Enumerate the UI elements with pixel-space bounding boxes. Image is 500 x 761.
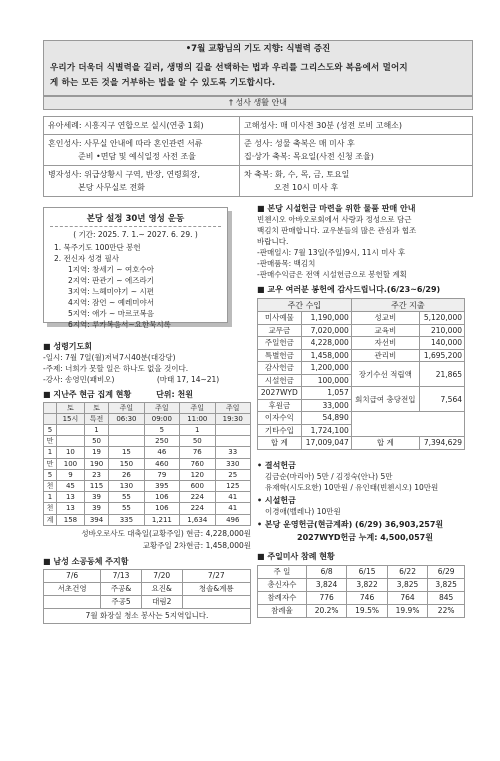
- tally-cell: 150: [109, 458, 144, 469]
- income-label: 주일헌금: [258, 337, 302, 350]
- table-row: [258, 349, 465, 362]
- finance-table: [257, 298, 465, 450]
- income-label: 2027WYD: [258, 387, 302, 400]
- tally-cell: 1: [84, 425, 108, 436]
- campaign-group: 5지역: 애가 ~ 마르코복음: [68, 309, 154, 318]
- infant-baptism: 유아세례: 시흥지구 연합으로 실시(연중 1회): [44, 116, 240, 134]
- tally-cell: 100: [56, 458, 84, 469]
- expense-label: 관리비: [351, 349, 419, 362]
- income-value: 1,724,100: [301, 424, 351, 437]
- offering-tally-title: ■ 지난주 현금 집계 현황: [43, 390, 132, 399]
- income-value: 1,057: [301, 387, 351, 400]
- speaker-name: -강사: 송영민(패비오): [43, 375, 115, 384]
- tally-header-cell: 특전: [84, 414, 108, 425]
- tally-cell: 130: [109, 480, 144, 491]
- car-line-2: 오전 10시 미사 후: [274, 183, 339, 192]
- tally-header-cell: 주일: [215, 403, 251, 414]
- donation-title-4: 2027WYD헌금 누계: 4,500,057원: [297, 532, 433, 542]
- table-row: [44, 480, 251, 491]
- tally-header-cell: 토: [56, 403, 84, 414]
- income-header: 주간 수입: [258, 299, 352, 312]
- prayer-line-1: 우리가 더욱더 식별력을 길러, 생명의 길을 선택하는 법과 우리를 그리스도와 복음에서 멀어지: [50, 63, 408, 73]
- tally-cell: 120: [180, 469, 215, 480]
- empty-cell: [351, 412, 464, 437]
- income-value: 1,200,000: [301, 362, 351, 375]
- tally-cell: 1: [180, 425, 215, 436]
- income-label: 시설헌금: [258, 374, 302, 387]
- cleaning-cell: 요진&: [141, 582, 182, 595]
- offering-tally-unit: 단위: 천원: [156, 390, 193, 399]
- table-row: [258, 604, 465, 617]
- mass-cell: 3,825: [387, 578, 427, 591]
- cleaning-cell: 7/13: [101, 569, 142, 582]
- mass-cell: 참례자수: [258, 591, 307, 604]
- table-row: [258, 387, 465, 400]
- tally-cell: 79: [144, 469, 179, 480]
- tally-cell: 330: [215, 458, 251, 469]
- income-value: 7,020,000: [301, 324, 351, 337]
- income-label: 미사예물: [258, 312, 302, 325]
- confession: 고해성사: 매 미사전 30분 (성전 로비 고해소): [240, 116, 472, 134]
- campaign-item-2: 2. 전신자 성경 필사: [54, 254, 120, 263]
- life-guide-title: † 성사 생활 안내: [43, 96, 473, 110]
- mass-cell: 3,825: [428, 578, 465, 591]
- tally-header-cell: 11:00: [180, 414, 215, 425]
- cleaning-cell: 주공&: [101, 582, 142, 595]
- mass-header-cell: 6/15: [347, 565, 387, 578]
- expense-label: 교육비: [351, 324, 419, 337]
- expense-value: 1,695,200: [419, 349, 464, 362]
- income-label: 이자수익: [258, 412, 302, 425]
- offering-sum-2: 교황주일 2차현금: 1,458,000원: [142, 540, 251, 550]
- tally-cell: 5: [144, 425, 179, 436]
- tally-header-cell: 09:00: [144, 414, 179, 425]
- income-value: 54,890: [301, 412, 351, 425]
- sacrament-grid: [43, 116, 473, 197]
- tally-cell: 46: [144, 447, 179, 458]
- tally-cell: 125: [215, 480, 251, 491]
- tally-cell: [215, 436, 251, 447]
- table-row: [44, 514, 251, 525]
- mass-header-cell: 주 일: [258, 565, 307, 578]
- mass-cell: 19.5%: [347, 604, 387, 617]
- offering-tally-header: [43, 389, 251, 400]
- cleaning-title: ■ 남성 소공동체 주지함: [43, 556, 129, 566]
- tally-cell: 13: [56, 492, 84, 503]
- tally-cell: 50: [84, 436, 108, 447]
- table-row: [258, 578, 465, 591]
- mass-count-title: ■ 주일미사 참례 현황: [257, 551, 335, 561]
- tally-header-cell: 19:30: [215, 414, 251, 425]
- tally-cell: 26: [109, 469, 144, 480]
- income-value: 33,000: [301, 399, 351, 412]
- mass-header-cell: 6/29: [428, 565, 465, 578]
- prayer-line-2: 게 하는 모든 것을 거부하는 법을 알 수 있도록 기도합시다.: [50, 78, 276, 88]
- income-value: 1,190,000: [301, 312, 351, 325]
- campaign-item-1: 1. 묵주기도 100만단 봉헌: [54, 243, 141, 252]
- campaign-box: [43, 207, 228, 329]
- right-column: [257, 201, 473, 618]
- mass-cell: 3,824: [306, 578, 346, 591]
- tally-header-cell: 06:30: [109, 414, 144, 425]
- tally-cell: 158: [56, 514, 84, 525]
- car-blessing: [240, 165, 472, 196]
- tally-cell: 106: [144, 503, 179, 514]
- donation-line-2: 유재학(시도요한) 10만원 / 유인태(빈첸시오) 10만원: [265, 482, 439, 492]
- tally-cell: 55: [109, 492, 144, 503]
- notice-l2: 백김치 판매합니다. 교우분들의 많은 관심과 협조: [257, 226, 417, 235]
- table-row: [258, 591, 465, 604]
- tally-cell: 190: [84, 458, 108, 469]
- expense-label: 성교비: [351, 312, 419, 325]
- table-row: [258, 324, 465, 337]
- tally-cell: 10: [56, 447, 84, 458]
- expense-label: 자선비: [351, 337, 419, 350]
- campaign-group: 6지역: 루카복음서~요한묵시록: [68, 320, 171, 329]
- anointing: [44, 165, 240, 196]
- sacramentals-line-2: 집·상가 축복: 목요일(사전 신청 조율): [244, 152, 374, 161]
- tally-cell: 1,634: [180, 514, 215, 525]
- table-row: [258, 412, 465, 425]
- campaign-group: 2지역: 판관기 ~ 에즈라기: [68, 276, 154, 285]
- tally-cell: 760: [180, 458, 215, 469]
- donation-title-3: • 본당 운영헌금(현금계좌) (6/29) 36,903,257원: [257, 519, 444, 529]
- tally-cell: 335: [109, 514, 144, 525]
- tally-cell: 5: [44, 425, 57, 436]
- sacramentals-line-1: 준 성사: 성물 축복은 매 미사 후: [244, 139, 355, 148]
- mass-header-cell: 6/8: [306, 565, 346, 578]
- tally-header-cell: 15시: [56, 414, 84, 425]
- total-label: 합 계: [258, 437, 302, 450]
- prayer-meeting-speaker: [43, 374, 251, 385]
- tally-cell: 41: [215, 492, 251, 503]
- expense-value: 7,564: [419, 387, 464, 412]
- cleaning-cell: 7/6: [44, 569, 101, 582]
- tally-header-cell: 주일: [180, 403, 215, 414]
- cleaning-cell: [182, 595, 250, 608]
- income-value: 100,000: [301, 374, 351, 387]
- tally-cell: 천: [44, 480, 57, 491]
- prayer-title: •7월 교황님의 기도 지향: 식별력 증진: [43, 40, 473, 58]
- cleaning-cell: [44, 595, 101, 608]
- tally-cell: 19: [84, 447, 108, 458]
- expense-value: 21,865: [419, 362, 464, 387]
- cleaning-cell: 서초건영: [44, 582, 101, 595]
- tally-cell: [109, 436, 144, 447]
- notice-l6: -판매수익금은 전액 시설헌금으로 봉헌할 계획: [257, 270, 407, 279]
- income-label: 교무금: [258, 324, 302, 337]
- mass-count-table: [257, 565, 465, 618]
- expense-value: 140,000: [419, 337, 464, 350]
- income-value: 1,458,000: [301, 349, 351, 362]
- tally-cell: 만: [44, 436, 57, 447]
- expense-label: 회치급여 충당전입: [351, 387, 419, 412]
- speaker-ref: (마태 17, 14~21): [156, 375, 220, 384]
- tally-cell: 496: [215, 514, 251, 525]
- total-row: [258, 437, 465, 450]
- tally-cell: 만: [44, 458, 57, 469]
- table-row: [258, 337, 465, 350]
- campaign-group: 3지역: 느헤미야기 ~ 시편: [68, 287, 154, 296]
- mass-cell: 3,822: [347, 578, 387, 591]
- marriage-line-2: 준비 •면담 및 예식일정 사전 조율: [78, 152, 196, 161]
- tally-cell: 33: [215, 447, 251, 458]
- table-row: [44, 436, 251, 447]
- prayer-body: [43, 58, 473, 96]
- total-expense: 7,394,629: [419, 437, 464, 450]
- tally-cell: 55: [109, 503, 144, 514]
- tally-cell: 25: [215, 469, 251, 480]
- income-label: 기타수입: [258, 424, 302, 437]
- expense-value: 5,120,000: [419, 312, 464, 325]
- anointing-line-1: 병자성사: 위급상황시 구역, 반장, 연령회장,: [48, 170, 200, 179]
- tally-cell: 45: [56, 480, 84, 491]
- prayer-meeting-topic: -주제: 너희가 못할 일은 하나도 없을 것이다.: [43, 364, 189, 373]
- tally-cell: [56, 436, 84, 447]
- tally-cell: [215, 425, 251, 436]
- tally-header-cell: 주일: [109, 403, 144, 414]
- expense-header: 주간 지출: [351, 299, 464, 312]
- table-row: [258, 362, 465, 375]
- tally-header-cell: [44, 403, 57, 414]
- expense-label: 장기수선 적립액: [351, 362, 419, 387]
- sacramentals: [240, 134, 472, 165]
- table-row: [258, 312, 465, 325]
- table-row: [44, 469, 251, 480]
- tally-cell: 9: [56, 469, 84, 480]
- cleaning-cell: 7/27: [182, 569, 250, 582]
- total-expense-label: 합 계: [351, 437, 419, 450]
- tally-cell: [109, 425, 144, 436]
- table-row: [44, 425, 251, 436]
- notice-l1: 빈첸시오 아바오로회에서 사랑과 정성으로 담근: [257, 215, 412, 224]
- table-row: [44, 492, 251, 503]
- notice-l3: 바랍니다.: [257, 237, 289, 246]
- mass-cell: 총신자수: [258, 578, 307, 591]
- tally-cell: 41: [215, 503, 251, 514]
- bulletin-page: [43, 40, 473, 761]
- tally-cell: 39: [84, 492, 108, 503]
- tally-cell: 13: [56, 503, 84, 514]
- campaign-period: ( 기간: 2025. 7. 1.~ 2027. 6. 29. ): [73, 230, 198, 239]
- tally-cell: 5: [44, 469, 57, 480]
- marriage: [44, 134, 240, 165]
- income-value: 4,228,000: [301, 337, 351, 350]
- cleaning-cell: 청솔&계룡: [182, 582, 250, 595]
- tally-cell: 50: [180, 436, 215, 447]
- donation-line-1: 김금순(마리아) 5만 / 김정숙(안나) 5만: [265, 471, 393, 481]
- mass-cell: 22%: [428, 604, 465, 617]
- income-label: 특별헌금: [258, 349, 302, 362]
- marriage-line-1: 혼인성사: 사무실 안내에 따라 혼인관련 서류: [48, 139, 203, 148]
- income-label: 후원금: [258, 399, 302, 412]
- cleaning-cell: 대림2: [141, 595, 182, 608]
- mass-cell: 764: [387, 591, 427, 604]
- total-income: 17,009,047: [301, 437, 351, 450]
- offering-tally-table: [43, 402, 251, 526]
- expense-value: 210,000: [419, 324, 464, 337]
- tally-cell: 224: [180, 492, 215, 503]
- campaign-title: 본당 설정 30년 영성 운동: [50, 212, 221, 227]
- cleaning-cell: 주공5: [101, 595, 142, 608]
- notice-title: ■ 본당 시설헌금 마련을 위한 물품 판매 안내: [257, 204, 416, 213]
- cleaning-cell: 7/20: [141, 569, 182, 582]
- anointing-line-2: 본당 사무실로 전화: [78, 183, 145, 192]
- tally-header-cell: 주일: [144, 403, 179, 414]
- tally-cell: [56, 425, 84, 436]
- campaign-group: 4지역: 잠언 ~ 예레미야서: [68, 298, 154, 307]
- tally-cell: 계: [44, 514, 57, 525]
- mass-header-cell: 6/22: [387, 565, 427, 578]
- donation-title-2: • 시설헌금: [257, 495, 296, 505]
- tally-cell: 천: [44, 503, 57, 514]
- tally-cell: 15: [109, 447, 144, 458]
- donation-line-3: 이경애(벨레나) 10만원: [265, 506, 341, 516]
- tally-cell: 224: [180, 503, 215, 514]
- tally-cell: 460: [144, 458, 179, 469]
- income-label: 감사헌금: [258, 362, 302, 375]
- cleaning-note: 7월 화장실 청소 봉사는 5지역입니다.: [44, 608, 251, 623]
- tally-cell: 1: [44, 492, 57, 503]
- tally-header-cell: 토: [84, 403, 108, 414]
- donations: [257, 460, 473, 543]
- campaign-group: 1지역: 창세기 ~ 여호수아: [68, 265, 154, 274]
- table-row: [44, 503, 251, 514]
- mass-cell: 19.9%: [387, 604, 427, 617]
- notice-l4: -판매일시: 7월 13일(주일)9시, 11시 미사 후: [257, 248, 406, 257]
- offering-sum-1: 성바오로사도 대축일(교황주일) 현금: 4,228,000원: [81, 528, 251, 538]
- prayer-meeting-title: ■ 성령기도회: [43, 342, 92, 351]
- mass-cell: 776: [306, 591, 346, 604]
- mass-cell: 20.2%: [306, 604, 346, 617]
- tally-cell: 76: [180, 447, 215, 458]
- cleaning-table: [43, 569, 251, 624]
- notice-l5: -판매품목: 백김치: [257, 259, 316, 268]
- tally-cell: 394: [84, 514, 108, 525]
- tally-cell: 23: [84, 469, 108, 480]
- tally-cell: 106: [144, 492, 179, 503]
- mass-cell: 845: [428, 591, 465, 604]
- finance-title: ■ 교우 여러분 봉헌에 감사드립니다.(6/23~6/29): [257, 285, 441, 294]
- tally-cell: 1,211: [144, 514, 179, 525]
- donation-title-1: • 결석헌금: [257, 460, 296, 470]
- table-row: [44, 458, 251, 469]
- tally-cell: 250: [144, 436, 179, 447]
- mass-cell: 참례율: [258, 604, 307, 617]
- tally-header-cell: [44, 414, 57, 425]
- tally-cell: 39: [84, 503, 108, 514]
- tally-cell: 1: [44, 447, 57, 458]
- tally-cell: 395: [144, 480, 179, 491]
- prayer-meeting-date: -일시: 7월 7일(월)저녁7시40분(대강당): [43, 353, 176, 362]
- tally-cell: 115: [84, 480, 108, 491]
- mass-cell: 746: [347, 591, 387, 604]
- tally-cell: 600: [180, 480, 215, 491]
- table-row: [44, 447, 251, 458]
- left-column: [43, 201, 251, 624]
- car-line-1: 차 축복: 화, 수, 목, 금, 토요일: [244, 170, 350, 179]
